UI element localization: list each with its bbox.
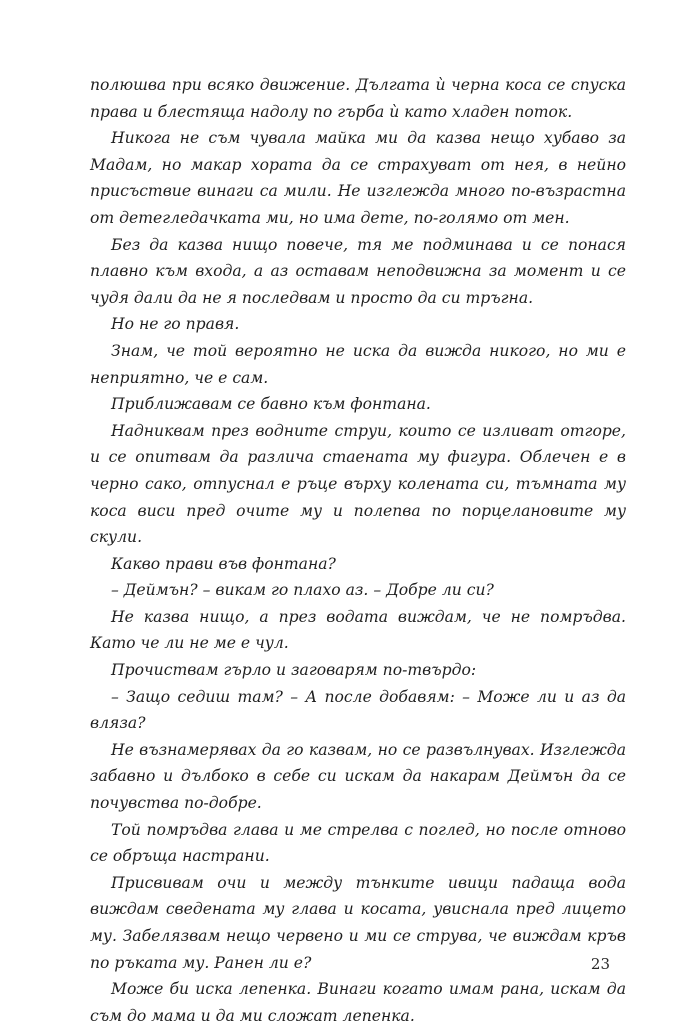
paragraph: Приближавам се бавно към фонтана. [111,395,431,414]
paragraph-continuation: полюшва при всяко движение. Дългата ѝ черна коса се спуска права и блестяща надолу по гърба ѝ като хладен поток. [90,76,626,121]
paragraph: Може би иска лепенка. Винаги когато имам рана, искам да съм до мама и да ми сложат лепенка. [90,980,626,1025]
paragraph: Той помръдва глава и ме стрелва с поглед, но после отново се обръща настрани. [90,820,626,866]
paragraph: Без да казва нищо повече, тя ме подминава и се понася плавно към входа, а аз оставам неподвижна за момент и се чудя дали да не я последвам и просто да си тръгна. [90,235,626,307]
page-number: 23 [590,955,610,973]
paragraph: Присвивам очи и между тънките ивици падаща вода виждам сведената му глава и косата, увиснала пред лицето му. Забелязвам нещо червено и ми се струва, че виждам кръв по ръката му. Ранен ли е? [90,873,626,972]
dialogue-line: – Деймън? – викам го плахо аз. – Добре ли си? [111,581,494,600]
paragraph: Какво прави във фонтана? [111,554,336,573]
paragraph: Прочиствам гърло и заговарям по-твърдо: [111,661,477,680]
paragraph: Надниквам през водните струи, които се изливат отгоре, и се опитвам да различа стаената му фигура. Облечен е в черно сако, отпуснал е ръце върху колената си, тъмната му коса виси пред очите му и полепва по порцелановите му скули. [90,421,626,547]
paragraph: Не възнамерявах да го казвам, но се развълнувах. Изглежда забавно и дълбоко в себе си искам да накарам Деймън да се почувства по-добре. [90,740,626,813]
paragraph: Знам, че той вероятно не иска да вижда никого, но ми е неприятно, че е сам. [90,341,626,387]
paragraph: Никога не съм чувала майка ми да казва нещо хубаво за Мадам, но макар хората да се страхуват от нея, в нейно присъствие винаги са мили. Не изглежда много по-възрастна от детегледачката ми, но има дете, по-голямо от мен. [90,129,626,227]
paragraph: Не казва нищо, а през водата виждам, че не помръдва. Като че ли не ме е чул. [90,607,626,653]
dialogue-line: – Защо седиш там? – А после добавям: – Може ли и аз да вляза? [90,687,626,733]
body-text [90,72,626,1029]
paragraph: Но не го правя. [111,315,240,334]
